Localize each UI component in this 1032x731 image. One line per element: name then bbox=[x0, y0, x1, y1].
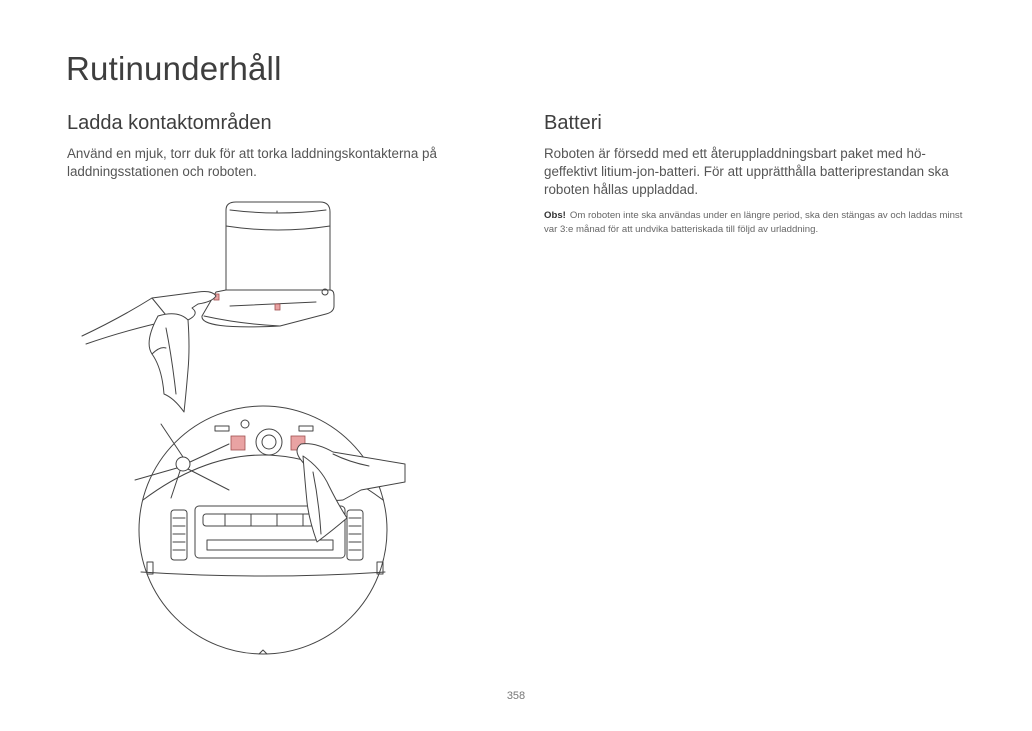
charging-dock-illustration bbox=[80, 198, 350, 413]
battery-text: Roboten är försedd med ett återuppladdningsbart paket med hö-geffektivt litium-jon-batteri. För att upprätthålla batteriprestandan ska roboten hållas uppladdad. bbox=[544, 146, 949, 197]
page-title: Rutinunderhåll bbox=[66, 50, 282, 87]
robot-contact-left bbox=[231, 436, 245, 450]
section-heading-charging-contacts: Ladda kontaktområden bbox=[67, 112, 272, 134]
front-caster bbox=[256, 429, 282, 455]
note-text: Om roboten inte ska användas under en längre period, ska den stängas av och laddas minst var 3:e månad för att undvika batteriskada till följd av urladdning. bbox=[544, 210, 963, 235]
dock-contact-right bbox=[275, 304, 280, 310]
cloth bbox=[149, 314, 189, 412]
charging-contacts-text: Använd en mjuk, torr duk för att torka laddningskontakterna på laddningsstationen och roboten. bbox=[67, 146, 437, 179]
robot-underside-illustration bbox=[133, 402, 418, 667]
charging-dock-drawing bbox=[80, 198, 350, 413]
dock-base bbox=[202, 290, 334, 327]
battery-section bbox=[544, 112, 969, 237]
page-number: 358 bbox=[506, 690, 526, 702]
battery-note bbox=[544, 209, 969, 237]
dock-tower bbox=[226, 202, 330, 290]
note-label: Obs! bbox=[544, 210, 566, 221]
robot-drawing bbox=[133, 402, 418, 667]
charging-contacts-section bbox=[67, 112, 487, 181]
section-heading-battery: Batteri bbox=[544, 112, 602, 134]
